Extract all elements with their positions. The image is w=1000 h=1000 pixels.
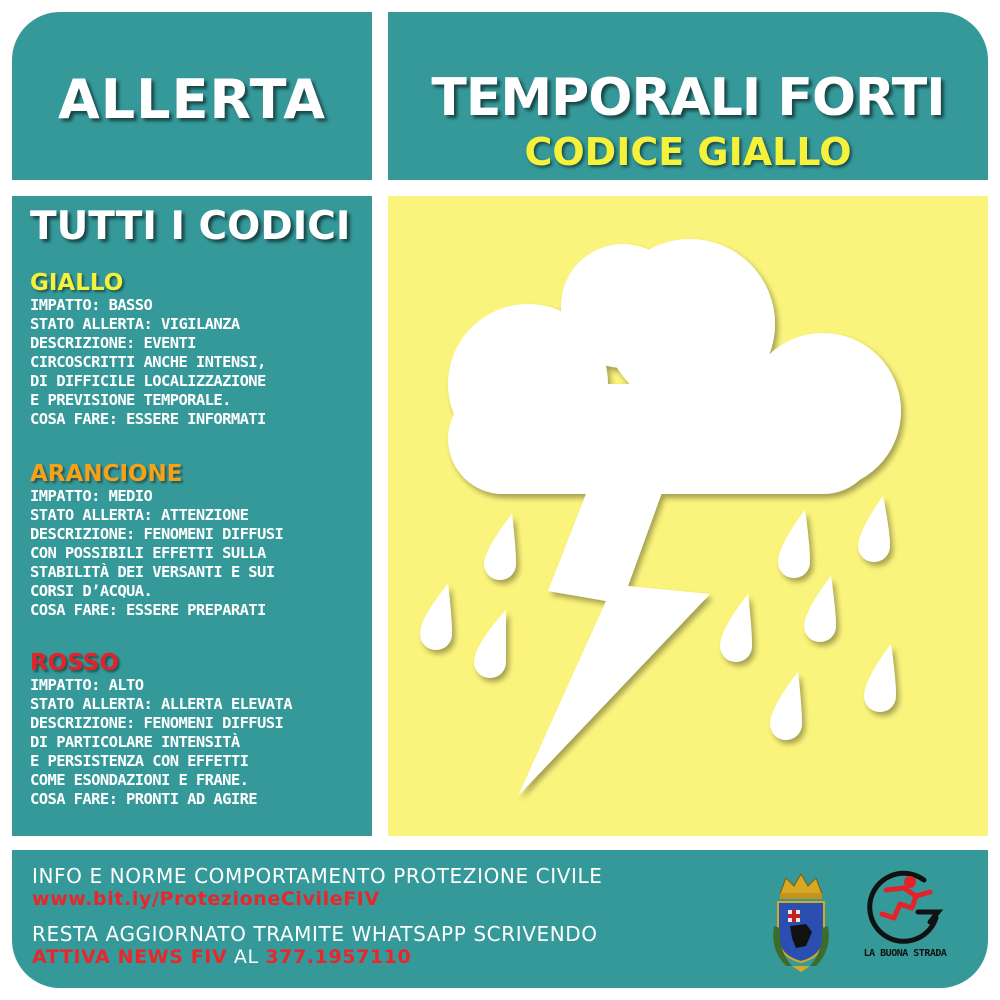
municipal-crest-icon bbox=[766, 866, 836, 976]
code-line: DESCRIZIONE: FENOMENI DIFFUSI bbox=[30, 714, 284, 732]
alert-title: TEMPORALI FORTI bbox=[431, 68, 945, 128]
code-line: IMPATTO: ALTO bbox=[30, 676, 144, 694]
code-line: IMPATTO: MEDIO bbox=[30, 487, 153, 505]
footer-whatsapp: RESTA AGGIORNATO TRAMITE WHATSAPP SCRIVENDO bbox=[32, 922, 598, 946]
code-line: COSA FARE: ESSERE PREPARATI bbox=[30, 601, 266, 619]
code-name: GIALLO bbox=[30, 270, 124, 296]
code-line: STATO ALLERTA: VIGILANZA bbox=[30, 315, 240, 333]
code-line: DESCRIZIONE: EVENTI bbox=[30, 334, 196, 352]
code-line: E PERSISTENZA CON EFFETTI bbox=[30, 752, 249, 770]
code-line: DESCRIZIONE: FENOMENI DIFFUSI bbox=[30, 525, 284, 543]
code-rosso bbox=[30, 650, 368, 809]
code-line: COSA FARE: ESSERE INFORMATI bbox=[30, 410, 266, 428]
code-line: CIRCOSCRITTI ANCHE INTENSI, bbox=[30, 353, 266, 371]
lightning-bolt bbox=[518, 476, 710, 796]
allerta-label: ALLERTA bbox=[57, 68, 327, 131]
logo-caption: LA BUONA STRADA bbox=[863, 948, 947, 959]
footer-al: AL bbox=[233, 946, 259, 968]
footer-panel bbox=[12, 850, 988, 988]
code-line: DI DIFFICILE LOCALIZZAZIONE bbox=[30, 372, 266, 390]
code-line: CON POSSIBILI EFFETTI SULLA bbox=[30, 544, 266, 562]
whatsapp-phone[interactable]: 377.1957110 bbox=[265, 946, 412, 968]
code-line: E PREVISIONE TEMPORALE. bbox=[30, 391, 231, 409]
code-line: STABILITÀ DEI VERSANTI E SUI bbox=[30, 563, 275, 581]
cloud-shape bbox=[448, 239, 901, 494]
code-name: ROSSO bbox=[30, 650, 119, 676]
thunderstorm-icon bbox=[388, 196, 988, 836]
whatsapp-command: ATTIVA NEWS FIV bbox=[32, 946, 228, 968]
code-line: COSA FARE: PRONTI AD AGIRE bbox=[30, 790, 258, 808]
codes-panel bbox=[12, 196, 372, 836]
code-line: IMPATTO: BASSO bbox=[30, 296, 153, 314]
la-buona-strada-logo-icon bbox=[860, 866, 950, 946]
codes-title: TUTTI I CODICI bbox=[30, 204, 351, 249]
code-line: STATO ALLERTA: ALLERTA ELEVATA bbox=[30, 695, 292, 713]
title-panel bbox=[388, 12, 988, 180]
code-name: ARANCIONE bbox=[30, 461, 183, 487]
weather-icon-panel bbox=[388, 196, 988, 836]
allerta-panel bbox=[12, 12, 372, 180]
code-giallo bbox=[30, 270, 368, 429]
footer-link[interactable]: www.bit.ly/ProtezioneCivileFIV bbox=[32, 888, 380, 910]
code-arancione bbox=[30, 461, 368, 620]
code-line: CORSI D’ACQUA. bbox=[30, 582, 153, 600]
footer-command-line bbox=[32, 946, 411, 968]
footer-info: INFO E NORME COMPORTAMENTO PROTEZIONE CIVILE bbox=[32, 864, 603, 888]
alert-code: CODICE GIALLO bbox=[524, 130, 852, 174]
code-line: DI PARTICOLARE INTENSITÀ bbox=[30, 733, 240, 751]
code-line: COME ESONDAZIONI E FRANE. bbox=[30, 771, 249, 789]
code-line: STATO ALLERTA: ATTENZIONE bbox=[30, 506, 249, 524]
